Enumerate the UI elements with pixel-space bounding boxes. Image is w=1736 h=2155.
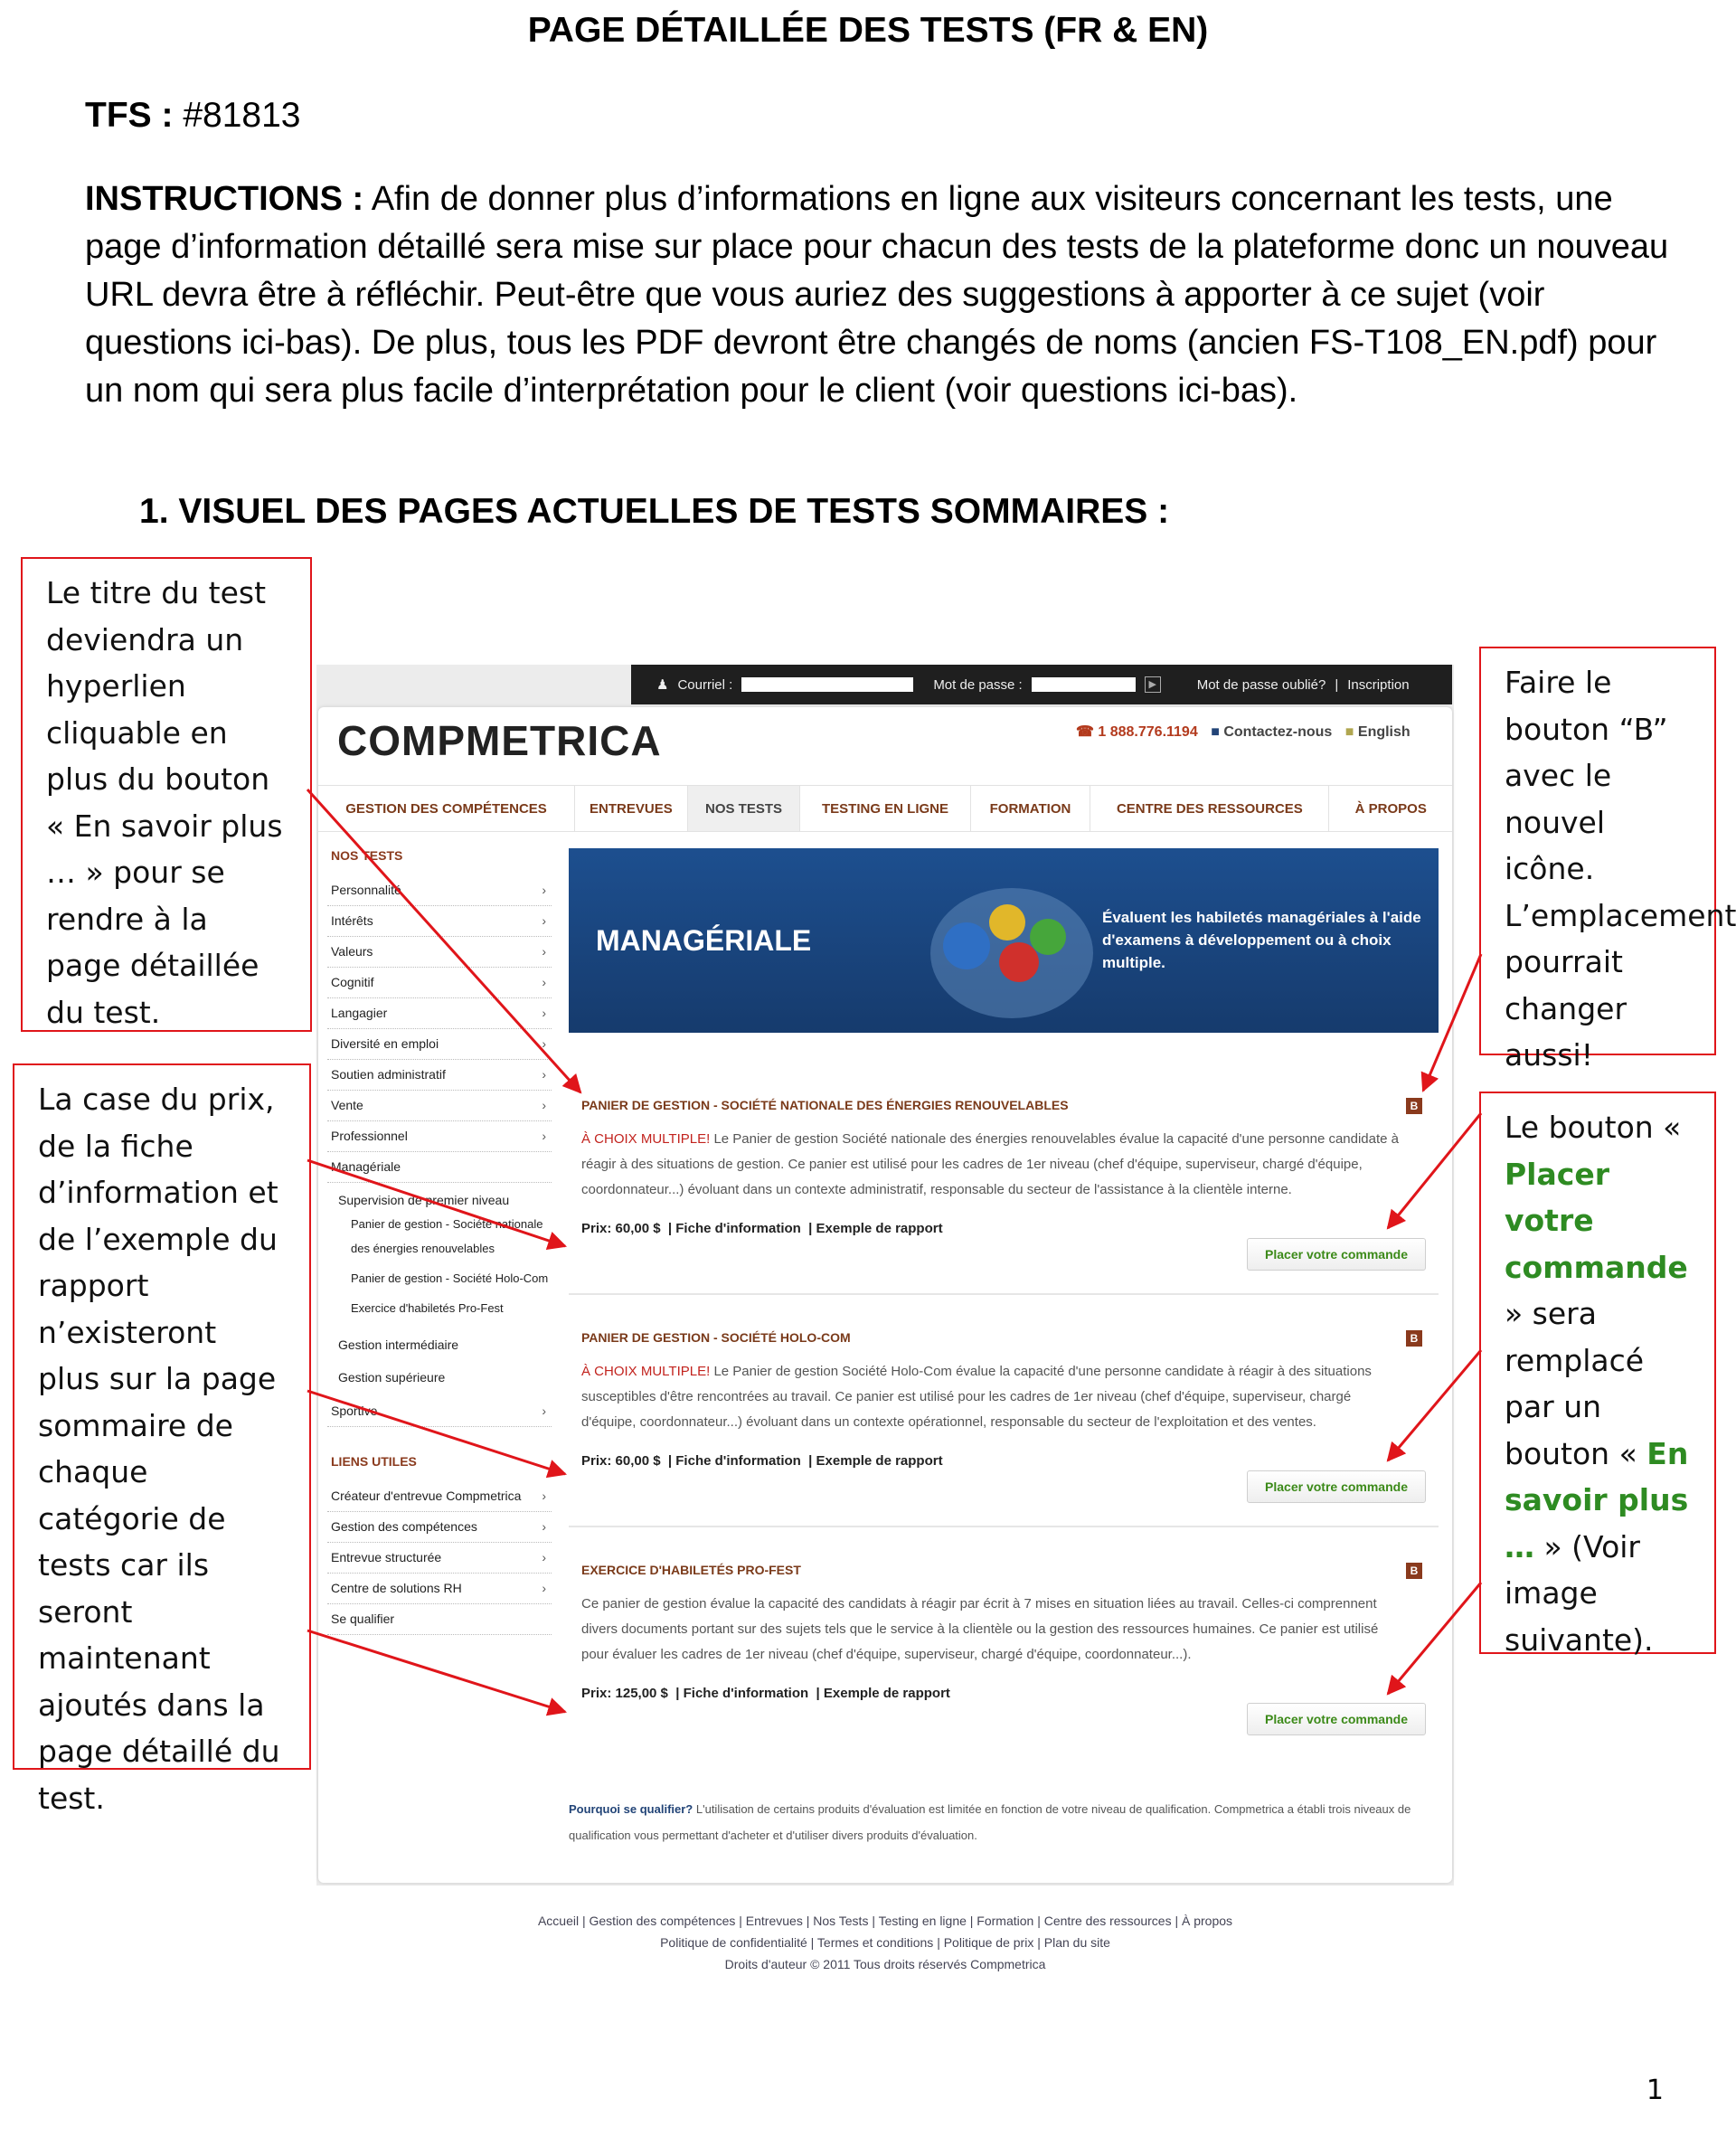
page-number: 1 <box>1646 2075 1664 2106</box>
sidebar-item[interactable]: Langagier › <box>327 998 552 1029</box>
nav-nos-tests[interactable]: NOS TESTS <box>688 786 801 831</box>
annotation-b-button: Faire le bouton “B” avec le nouvel icône. L’emplacement pourrait changer aussi! <box>1479 647 1716 1055</box>
test-title[interactable]: EXERCICE D'HABILETÉS PRO-FEST <box>581 1563 801 1577</box>
order-note-green: Placer votre commande <box>1505 1156 1688 1285</box>
footer-copyright: Droits d'auteur © 2011 Tous droits réservés Compmetrica <box>724 1957 1046 1971</box>
link-item[interactable]: Créateur d'entrevue Compmetrica › <box>327 1481 552 1512</box>
link-item[interactable]: Gestion des compétences › <box>327 1512 552 1543</box>
instructions-label: INSTRUCTIONS : <box>85 180 364 218</box>
report-example-link[interactable]: Exemple de rapport <box>816 1221 943 1236</box>
phone-icon: ☎ <box>1076 724 1094 740</box>
user-icon: ♟ <box>656 677 669 693</box>
link-item[interactable]: Entrevue structurée › <box>327 1543 552 1574</box>
nav-entrevues[interactable]: ENTREVUES <box>575 786 688 831</box>
link-item[interactable]: Se qualifier <box>327 1604 552 1635</box>
login-bar: ♟ Courriel : Mot de passe : ▶ Mot de passe oublié? | Inscription <box>631 665 1452 704</box>
sidebar-sub-item[interactable]: Exercice d'habiletés Pro-Fest <box>351 1301 504 1315</box>
b-badge-icon[interactable]: B <box>1406 1330 1422 1347</box>
test-body: Le Panier de gestion Société Holo-Com évalue la capacité d'une personne candidate à réagir à des situations susceptibles d'être rencontrées au travail. Ce panier est utilisé pour les cadres de 1er niveau (chef d'équipe, superviseur, chargé d'équipe, coordonnateur...) évoluant dans un contexte opérationnel, responsable du secteur de l'exploitation et des ventes. <box>581 1364 1372 1430</box>
tfs-label: TFS : <box>85 96 174 135</box>
test-title[interactable]: PANIER DE GESTION - SOCIÉTÉ NATIONALE DES ÉNERGIES RENOUVELABLES <box>581 1098 1069 1112</box>
arrow-to-title <box>307 789 580 1092</box>
sidebar-sub-item[interactable]: Supervision de premier niveau <box>338 1193 510 1207</box>
nav-gestion[interactable]: GESTION DES COMPÉTENCES <box>318 786 575 831</box>
report-example-link[interactable]: Exemple de rapport <box>823 1686 950 1701</box>
login-go-icon[interactable]: ▶ <box>1145 676 1161 693</box>
sidebar-heading: NOS TESTS <box>331 848 403 863</box>
b-badge-icon[interactable]: B <box>1406 1563 1422 1579</box>
report-example-link[interactable]: Exemple de rapport <box>816 1453 943 1469</box>
nav-a-propos[interactable]: À PROPOS <box>1354 800 1427 817</box>
document-title: PAGE DÉTAILLÉE DES TESTS (FR & EN) <box>527 11 1209 50</box>
square-icon: ■ <box>1344 724 1354 740</box>
banner-title: MANAGÉRIALE <box>596 924 812 957</box>
tfs-value: #81813 <box>183 96 301 135</box>
section-title: 1. VISUEL DES PAGES ACTUELLES DE TESTS SOMMAIRES : <box>139 492 1170 531</box>
instructions-text: Afin de donner plus d’informations en ligne aux visiteurs concernant les tests, une page d’information détaillé sera mise sur place pour chacun des tests de la plateforme donc un nouveau URL devra être à réfléchir. Peut-être que vous auriez des suggestions à apporter à ce sujet (voir questions ici-bas). De plus, tous les PDF devront être changés de noms (ancien FS-T108_EN.pdf) pour un nom qui sera plus facile d’interprétation pour le client (voir questions ici-bas). <box>85 180 1669 410</box>
sidebar-item[interactable]: Vente › <box>327 1091 552 1121</box>
sidebar-item[interactable]: Cognitif › <box>327 968 552 998</box>
sidebar-sub-item[interactable]: Panier de gestion - Société nationale des énergies renouvelables <box>351 1217 543 1255</box>
qualify-question[interactable]: Pourquoi se qualifier? <box>569 1802 693 1816</box>
mc-tag: À CHOIX MULTIPLE! <box>581 1131 711 1147</box>
arrow-to-order-1 <box>1388 1113 1481 1228</box>
footer-policies[interactable]: Politique de confidentialité | Termes et conditions | Politique de prix | Plan du site <box>660 1935 1110 1950</box>
price: Prix: 125,00 $ <box>581 1686 668 1701</box>
contact-link[interactable]: Contactez-nous <box>1223 724 1333 740</box>
arrow-to-b-button <box>1423 954 1481 1091</box>
order-button[interactable]: Placer votre commande <box>1247 1703 1426 1735</box>
square-icon: ■ <box>1211 724 1220 740</box>
test-title[interactable]: PANIER DE GESTION - SOCIÉTÉ HOLO-COM <box>581 1330 851 1345</box>
links-heading: LIENS UTILES <box>331 1454 417 1469</box>
arrow-to-price-1 <box>307 1160 565 1246</box>
price-line: Prix: 60,00 $ | Fiche d'information | Exemple de rapport <box>581 1221 943 1236</box>
sidebar-item[interactable]: Personnalité › <box>327 875 552 906</box>
price: Prix: 60,00 $ <box>581 1453 661 1469</box>
annotation-price-box: La case du prix, de la fiche d’information et de l’exemple du rapport n’existeront plus sur la page sommaire de chaque catégorie de tests car ils seront maintenant ajoutés dans la page détaillé du test. <box>13 1063 311 1770</box>
test-body: Le Panier de gestion Société nationale des énergies renouvelables évalue la capacité d'une personne candidate à réagir à des situations de gestion. Ce panier est utilisé pour les cadres de 1er niveau (chef d'équipe, superviseur, chargé d'équipe, coordonnateur...) évoluant dans un contexte administratif, responsable du secteur de l'assistance à la clientèle interne. <box>581 1131 1400 1197</box>
english-link[interactable]: English <box>1357 724 1410 740</box>
sidebar-item[interactable]: Sportive › <box>327 1396 552 1427</box>
info-sheet-link[interactable]: Fiche d'information <box>675 1221 801 1236</box>
price-line: Prix: 60,00 $ | Fiche d'information | Exemple de rapport <box>581 1453 943 1469</box>
password-label: Mot de passe : <box>933 676 1023 693</box>
price: Prix: 60,00 $ <box>581 1221 661 1236</box>
qualify-text: L'utilisation de certains produits d'évaluation est limitée en fonction de votre niveau de qualification. Compmetrica a établi trois niveaux de qualification vous permettant d'acheter et d'utiliser divers produits d'évaluation. <box>569 1802 1411 1842</box>
sidebar-sub-item[interactable]: Gestion intermédiaire <box>338 1337 459 1352</box>
order-note-mid: » sera remplacé par un bouton « <box>1505 1296 1645 1471</box>
annotation-title-link: Le titre du test deviendra un hyperlien cliquable en plus du bouton « En savoir plus … » pour se rendre à la page détaillée du test. <box>21 557 312 1032</box>
nav-testing[interactable]: TESTING EN LIGNE <box>800 786 970 831</box>
order-note-pre: Le bouton « <box>1505 1110 1682 1145</box>
order-note-green2: En savoir plus … <box>1505 1435 1689 1564</box>
info-sheet-link[interactable]: Fiche d'information <box>675 1453 801 1469</box>
sidebar-item[interactable]: Valeurs › <box>327 937 552 968</box>
sidebar-item[interactable]: Diversité en emploi › <box>327 1029 552 1060</box>
nav-ressources[interactable]: CENTRE DES RESSOURCES <box>1090 786 1329 831</box>
compmetrica-logo[interactable]: COMPMETRICA <box>337 717 662 764</box>
sidebar-item-managerial[interactable]: Managériale <box>327 1152 552 1183</box>
order-button[interactable]: Placer votre commande <box>1247 1238 1426 1271</box>
phone-number: 1 888.776.1194 <box>1098 724 1198 740</box>
nav-formation[interactable]: FORMATION <box>971 786 1091 831</box>
forgot-password-link[interactable]: Mot de passe oublié? <box>1196 676 1326 693</box>
signup-link[interactable]: Inscription <box>1347 676 1410 693</box>
mc-tag: À CHOIX MULTIPLE! <box>581 1364 711 1379</box>
sidebar-sub-item[interactable]: Gestion supérieure <box>338 1370 446 1385</box>
email-label: Courriel : <box>677 676 733 693</box>
sidebar-item[interactable]: Intérêts › <box>327 906 552 937</box>
footer-links[interactable]: Accueil | Gestion des compétences | Entrevues | Nos Tests | Testing en ligne | Formation | Centre des ressources | À propos <box>537 1914 1233 1928</box>
sidebar-sub-item[interactable]: Panier de gestion - Société Holo-Com <box>351 1271 549 1285</box>
arrow-to-price-3 <box>307 1630 565 1712</box>
b-badge-icon[interactable]: B <box>1406 1098 1422 1114</box>
test-body: Ce panier de gestion évalue la capacité des candidats à réagir par écrit à 7 mises en situation liées au travail. Celles-ci comprennent divers documents portant sur des sujets tels que le service à la clientèle ou la gestion des ressources humaines. Ce panier est utilisé pour évaluer les cadres de 1er niveau (chef d'équipe, superviseur, chargé d'équipe, coordonnateur...). <box>581 1596 1379 1662</box>
info-sheet-link[interactable]: Fiche d'information <box>683 1686 809 1701</box>
order-note-post: » (Voir image suivante). <box>1505 1528 1654 1658</box>
link-item[interactable]: Centre de solutions RH › <box>327 1574 552 1604</box>
sidebar-item[interactable]: Professionnel › <box>327 1121 552 1152</box>
sidebar-item[interactable]: Soutien administratif › <box>327 1060 552 1091</box>
order-button[interactable]: Placer votre commande <box>1247 1470 1426 1503</box>
arrow-to-price-2 <box>307 1391 565 1474</box>
arrow-to-order-2 <box>1388 1350 1481 1460</box>
price-line: Prix: 125,00 $ | Fiche d'information | Exemple de rapport <box>581 1686 950 1701</box>
arrow-to-order-3 <box>1388 1583 1481 1694</box>
banner-text: Évaluent les habiletés managériales à l'aide d'examens à développement ou à choix multiple. <box>1102 909 1421 971</box>
